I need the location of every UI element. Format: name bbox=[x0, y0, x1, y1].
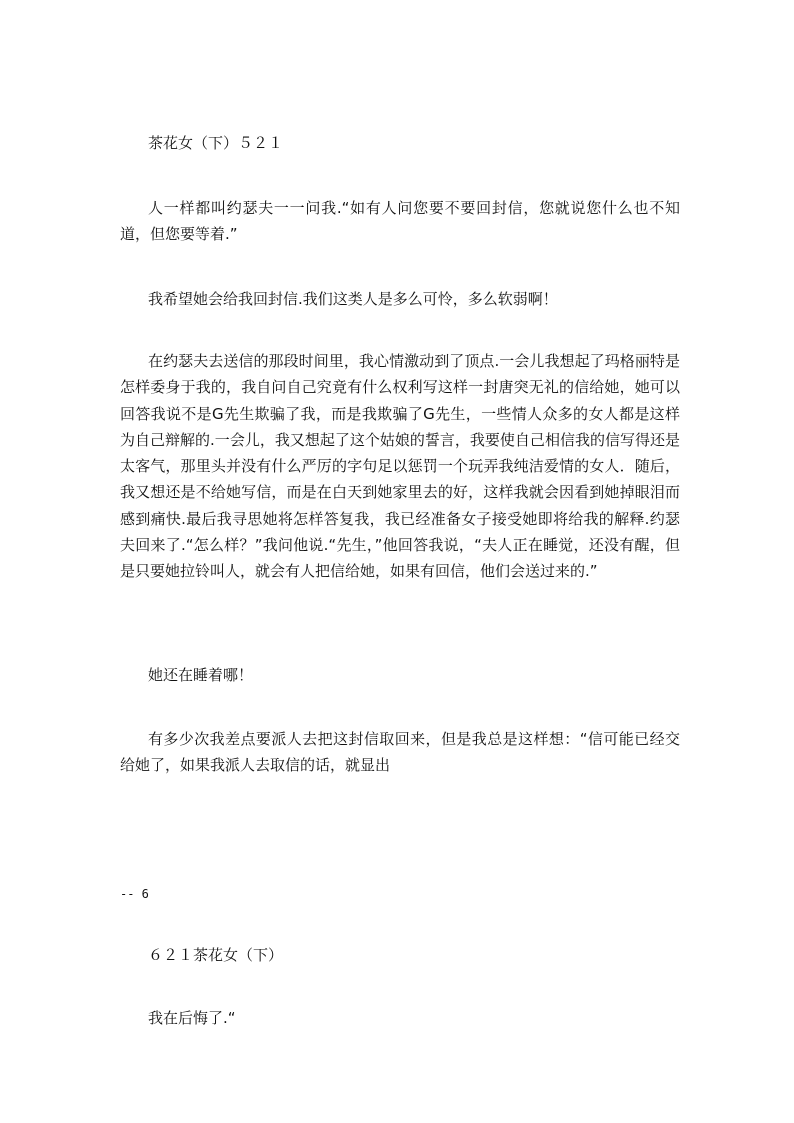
paragraph-1: 人一样都叫约瑟夫一一问我.“如有人问您要不要回封信，您就说您什么也不知道，但您要等着.” bbox=[120, 199, 680, 244]
last-line: 我在后悔了.“ bbox=[148, 1009, 236, 1027]
paragraph-5: 有多少次我差点要派人去把这封信取回来，但是我总是这样想：“信可能已经交给她了，如果我派人去取信的话，就显出 bbox=[120, 730, 680, 775]
page-header-top: 茶花女（下）５２１ bbox=[148, 134, 284, 152]
paragraph-3: 在约瑟夫去送信的那段时间里，我心情激动到了顶点.一会儿我想起了玛格丽特是怎样委身于我的，我自问自己究竟有什么权利写这样一封唐突无礼的信给她，她可以回答我说不是G先生欺骗了我，而是我欺骗了G先生，一些情人众多的女人都是这样为自己辩解的.一会儿，我又想起了这个姑娘的誓言，我要使自己相信我的信写得还是太客气，那里头并没有什么严厉的字句足以惩罚一个玩弄我纯洁爱情的女人．随后，我又想还是不给她写信，而是在白天到她家里去的好，这样我就会因看到她掉眼泪而感到痛快.最后我寻思她将怎样答复我，我已经准备女子接受她即将给我的解释.约瑟夫回来了.“怎么样？”我问他说.“先生，”他回答我说，“夫人正在睡觉，还没有醒，但是只要她拉铃叫人，就会有人把信给她，如果有回信，他们会送过来的.” bbox=[120, 352, 680, 581]
page-header-bottom: ６２１茶花女（下） bbox=[148, 946, 284, 964]
page-number-marker: -- 6 bbox=[120, 887, 149, 901]
paragraph-2: 我希望她会给我回封信.我们这类人是多么可怜，多么软弱啊！ bbox=[148, 290, 558, 308]
paragraph-4: 她还在睡着哪！ bbox=[148, 666, 254, 684]
